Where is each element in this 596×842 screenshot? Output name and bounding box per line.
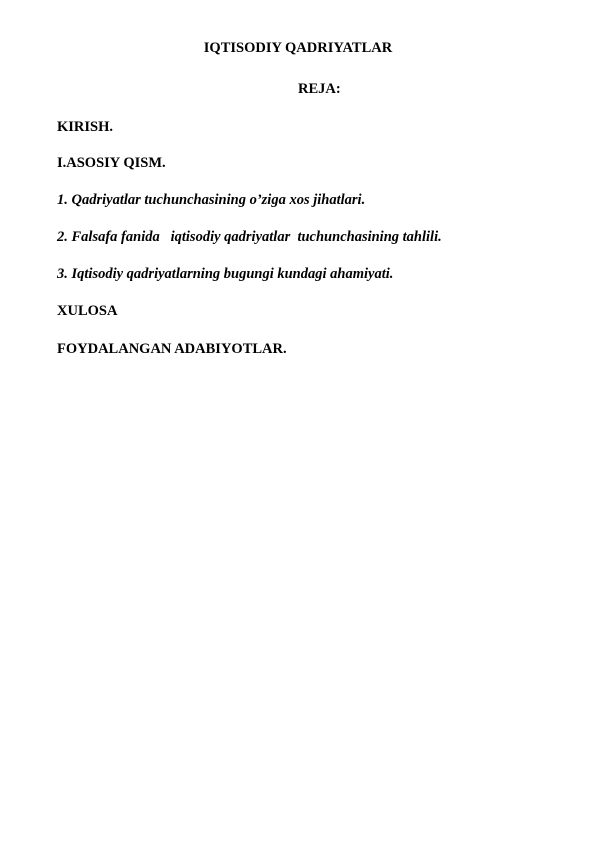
plan-item: 1. Qadriyatlar tuchunchasining o’ziga xos jihatlari.: [57, 192, 366, 208]
plan-item: 2. Falsafa fanida iqtisodiy qadriyatlar tuchunchasining tahlili.: [57, 229, 442, 245]
plan-heading: REJA:: [298, 81, 341, 97]
plan-item: 3. Iqtisodiy qadriyatlarning bugungi kundagi ahamiyati.: [57, 266, 394, 282]
references-heading: FOYDALANGAN ADABIYOTLAR.: [57, 341, 287, 357]
conclusion-heading: XULOSA: [57, 303, 118, 319]
main-part-heading: I.ASOSIY QISM.: [57, 155, 166, 171]
intro-heading: KIRISH.: [57, 119, 114, 135]
document-title: IQTISODIY QADRIYATLAR: [203, 40, 393, 56]
